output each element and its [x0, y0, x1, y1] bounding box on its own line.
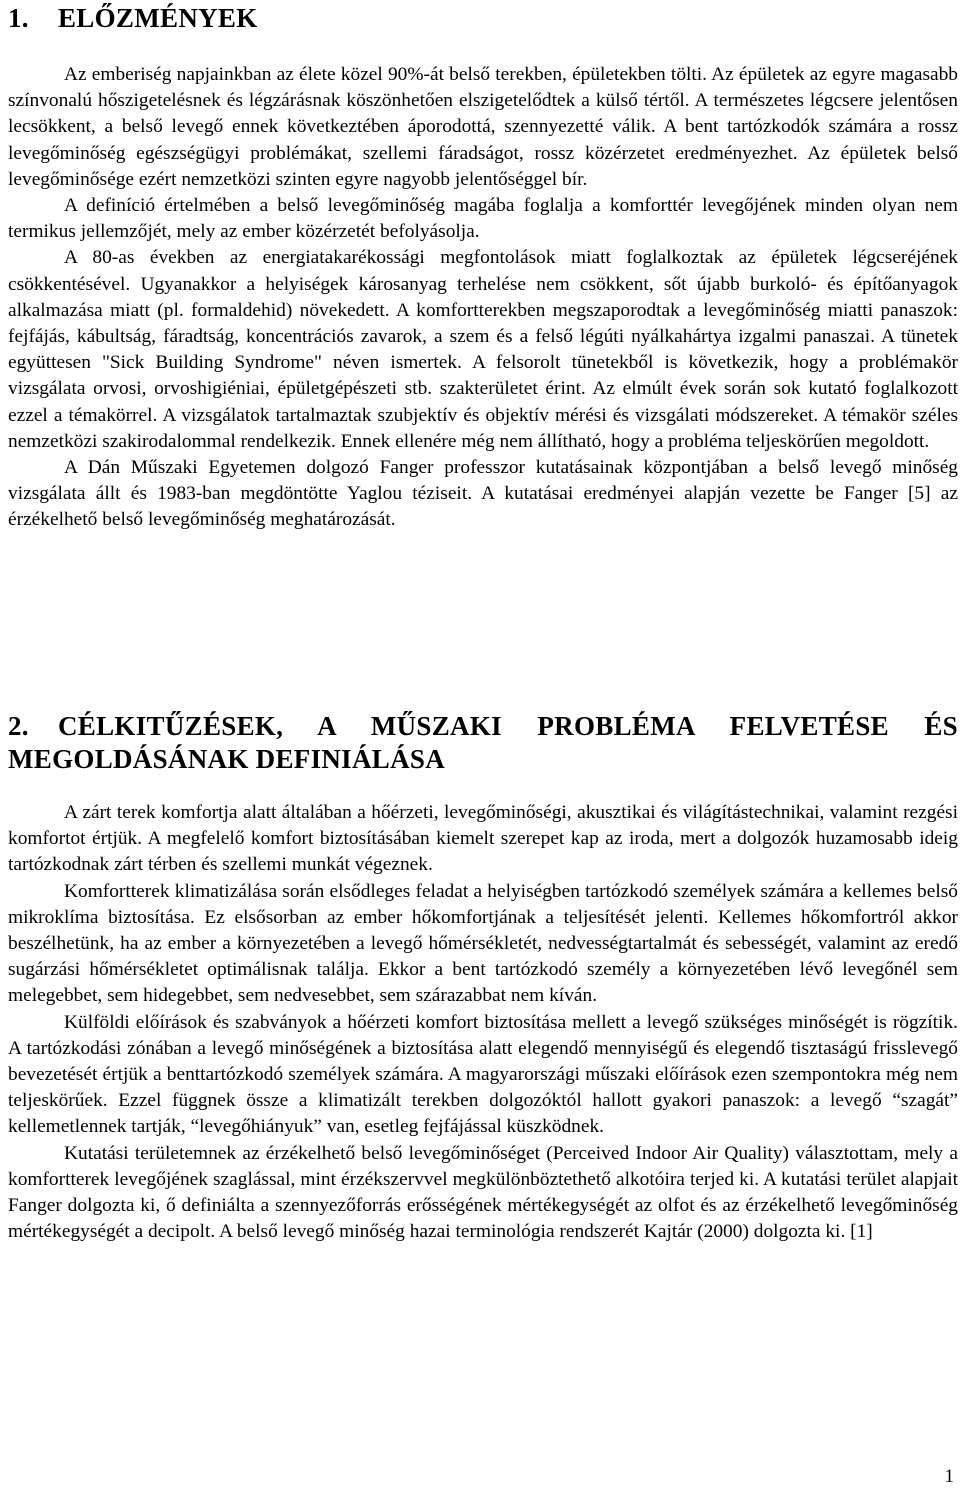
- section-2-heading: [8, 710, 958, 776]
- page-number: 1: [944, 1466, 954, 1487]
- section-2-body: [8, 800, 958, 1245]
- section-1-paragraph-1: Az emberiség napjainkban az élete közel 90%-át belső terekben, épületekben tölti. Az épületek az egyre magasabb színvonalú hőszigetelésnek és légzárásnak köszönhetően elszigetelődtek a külső tértől. A természetes légcsere jelentősen lecsökkent, a belső levegő ennek következtében áporodottá, szennyezetté válik. A bent tartózkodók számára a rossz levegőminőség egészségügyi problémákat, szellemi fáradságot, rossz közérzetet eredményezhet. Az épületek belső levegőminősége ezért nemzetközi szinten egyre nagyobb jelentőséggel bír.: [8, 64, 958, 190]
- section-1-paragraph-4: A Dán Műszaki Egyetemen dolgozó Fanger professzor kutatásainak központjában a belső levegő minőség vizsgálata állt és 1983-ban megdöntötte Yaglou téziseit. A kutatásai eredményei alapján vezette be Fanger [5] az érzékelhető belső levegőminőség meghatározását.: [8, 457, 958, 531]
- section-1-body: [8, 62, 958, 534]
- section-2-paragraph-3: Külföldi előírások és szabványok a hőérzeti komfort biztosítása mellett a levegő szükséges minőségét is rögzítik. A tartózkodási zónában a levegő minőségének a biztosítása alatt elegendő mennyiségű és elegendő tisztaságú frisslevegő bevezetését értjük a benttartózkodó személyek számára. A magyarországi műszaki előírások ezen szempontokra még nem teljeskörűek. Ezzel függnek össze a klimatizált terekben dolgozóktól hallott gyakori panaszok: a levegő “szagát” kellemetlennek tartják, “levegőhiányuk” van, esetleg fejfájással küszködnek.: [8, 1011, 958, 1138]
- section-1-title: ELŐZMÉNYEK: [58, 3, 258, 33]
- section-2-paragraph-4: Kutatási területemnek az érzékelhető belső levegőminőséget (Perceived Indoor Air Quality) választottam, mely a komfortterek levegőjének szaglással, mint érzékszervvel megkülönböztethető alkotóira terjed ki. A kutatási terület alapjait Fanger dolgozta ki, ő definiálta a szennyezőforrás erősségének mértékegységét az olfot és az érzékelhető levegőminőség mértékegységét a decipolt. A belső levegő minőség hazai terminológia rendszerét Kajtár (2000) dolgozta ki. [1]: [8, 1142, 958, 1243]
- section-1-heading: [8, 2, 308, 35]
- section-2-title-line2: MEGOLDÁSÁNAK DEFINIÁLÁSA: [8, 744, 445, 774]
- section-1-number: 1.: [8, 3, 29, 33]
- section-2-paragraph-2: Komfortterek klimatizálása során elsődleges feladat a helyiségben tartózkodó személyek számára a kellemes belső mikroklíma biztosítása. Ez elsősorban az ember hőkomfortjának a teljesítését jelenti. Kellemes hőkomfortról akkor beszélhetünk, ha az ember a környezetében a levegő hőmérsékletét, nedvességtartalmát és sebességét, valamint az eredő sugárzási hőmérsékletet optimálisnak találja. Ekkor a bent tartózkodó személy a környezetében lévő levegőnél sem melegebbet, sem hidegebbet, sem nedvesebbet, sem szárazabbat nem kíván.: [8, 880, 958, 1007]
- section-2-title-line1: CÉLKITŰZÉSEK, A MŰSZAKI PROBLÉMA FELVETÉSE ÉS: [58, 711, 958, 741]
- section-2-paragraph-1: A zárt terek komfortja alatt általában a hőérzeti, levegőminőségi, akusztikai és világítástechnikai, valamint rezgési komfortot értjük. A megfelelő komfort biztosításában kiemelt szerepet kap az iroda, mert a dolgozók huzamosabb ideig tartózkodnak zárt térben és szellemi munkát végeznek.: [8, 802, 958, 876]
- section-1-paragraph-2: A definíció értelmében a belső levegőminőség magába foglalja a komforttér levegőjének minden olyan nem termikus jellemzőjét, mely az ember közérzetét befolyásolja.: [8, 195, 958, 243]
- section-2-number: 2.: [8, 711, 29, 741]
- section-1-paragraph-3: A 80-as években az energiatakarékossági megfontolások miatt foglalkoztak az épületek légcseréjének csökkentésével. Ugyanakkor a helyiségek károsanyag terhelése nem csökkent, sőt újabb burkoló- és építőanyagok alkalmazása miatt (pl. formaldehid) növekedett. A komfortterekben megszaporodtak a levegőminőség miatti panaszok: fejfájás, kábultság, fáradtság, koncentrációs zavarok, a szem és a felső légúti nyálkahártya izgalmi panaszai. A tünetek együttesen "Sick Building Syndrome" néven ismertek. A felsorolt tünetekből is következik, hogy a problémakör vizsgálata orvosi, orvoshigiéniai, épületgépészeti stb. szakterületet érint. Az elmúlt évek során sok kutató foglalkozott ezzel a témakörrel. A vizsgálatok tartalmaztak szubjektív és objektív mérési és vizsgálati módszereket. A témakör széles nemzetközi szakirodalommal rendelkezik. Ennek ellenére még nem állítható, hogy a probléma teljeskörűen megoldott.: [8, 247, 958, 452]
